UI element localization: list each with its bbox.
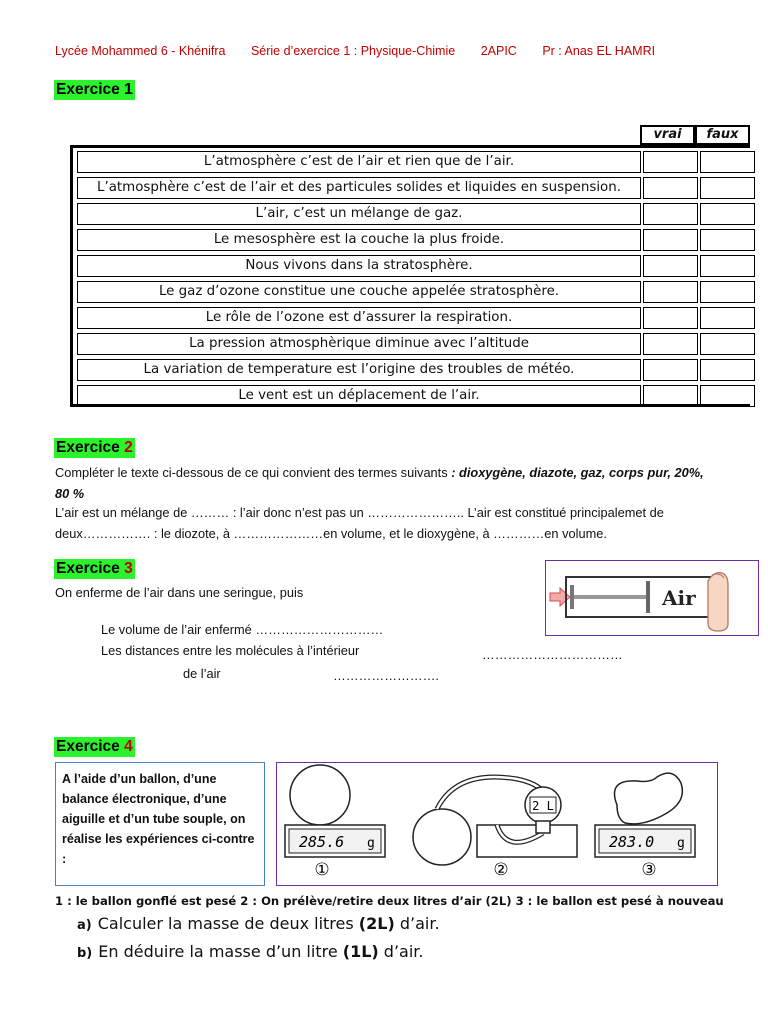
balloon-experiment-figure bbox=[276, 762, 718, 886]
distance-question-dots: ……………………. bbox=[333, 668, 439, 683]
exercise-4-word: Exercice bbox=[56, 738, 120, 755]
true-answer-cell[interactable] bbox=[643, 151, 698, 173]
true-answer-cell[interactable] bbox=[643, 203, 698, 225]
exercise-4-number: 4 bbox=[124, 738, 133, 755]
question-b-label: b) bbox=[77, 946, 93, 961]
question-a-label: a) bbox=[77, 918, 92, 933]
false-answer-cell[interactable] bbox=[700, 281, 755, 303]
volume-question: Le volume de l’air enfermé ………………………… bbox=[101, 622, 384, 637]
true-column-header: vrai bbox=[640, 125, 695, 145]
page-header bbox=[55, 44, 677, 58]
experiment-illustration bbox=[277, 763, 716, 884]
question-b bbox=[77, 942, 423, 961]
experiment-description: A l’aide d’un ballon, d’une balance électronique, d’une aiguille et d’un tube souple, on réalise les expériences ci-contre : bbox=[55, 762, 265, 886]
deflated-balloon-icon bbox=[615, 773, 683, 824]
statement-row bbox=[77, 333, 755, 355]
exercise-2-word: Exercice bbox=[56, 439, 120, 456]
scale-1-reading: 285.6 bbox=[299, 833, 345, 851]
fill-line-1: L’air est un mélange de ……… : l’air donc n’est pas un ………………….. L’air est constitué principalemet de bbox=[55, 505, 664, 520]
true-answer-cell[interactable] bbox=[643, 229, 698, 251]
air-label: Air bbox=[662, 586, 696, 610]
statement-row bbox=[77, 203, 755, 225]
statement-row bbox=[77, 307, 755, 329]
false-answer-cell[interactable] bbox=[700, 151, 755, 173]
exercise-2-number: 2 bbox=[124, 439, 133, 456]
balloon-2-icon bbox=[413, 809, 471, 865]
finger-icon bbox=[708, 573, 728, 631]
false-answer-cell[interactable] bbox=[700, 203, 755, 225]
statement-row bbox=[77, 359, 755, 381]
step-1-marker: ① bbox=[314, 860, 330, 880]
statement-text: L’air, c’est un mélange de gaz. bbox=[77, 203, 641, 225]
scale-3-reading: 283.0 bbox=[609, 833, 655, 851]
true-answer-cell[interactable] bbox=[643, 255, 698, 277]
statement-text: Le mesosphère est la couche la plus froide. bbox=[77, 229, 641, 251]
true-false-table bbox=[70, 145, 750, 407]
true-answer-cell[interactable] bbox=[643, 177, 698, 199]
distance-answer-dots: …………………………… bbox=[482, 647, 623, 662]
question-a bbox=[77, 914, 440, 933]
statement-text: L’atmosphère c’est de l’air et rien que de l’air. bbox=[77, 151, 641, 173]
flask-label: 2 L bbox=[532, 799, 554, 813]
true-answer-cell[interactable] bbox=[643, 359, 698, 381]
exercise-3-number: 3 bbox=[124, 560, 133, 577]
statement-row bbox=[77, 177, 755, 199]
false-answer-cell[interactable] bbox=[700, 229, 755, 251]
experiment-caption: 1 : le ballon gonflé est pesé 2 : On prélève/retire deux litres d’air (2L) 3 : le ballon est pesé à nouveau bbox=[55, 894, 724, 908]
exercise-3-word: Exercice bbox=[56, 560, 120, 577]
statement-text: Le vent est un déplacement de l’air. bbox=[77, 385, 641, 407]
false-answer-cell[interactable] bbox=[700, 177, 755, 199]
plunger-handle bbox=[570, 585, 574, 609]
exercise-3-intro: On enferme de l’air dans une seringue, puis bbox=[55, 585, 304, 600]
true-answer-cell[interactable] bbox=[643, 385, 698, 407]
question-a-volume: (2L) bbox=[358, 914, 395, 933]
false-column-header: faux bbox=[695, 125, 750, 145]
statement-row bbox=[77, 385, 755, 407]
statement-row bbox=[77, 151, 755, 173]
scale-3-unit: g bbox=[677, 836, 685, 851]
class-level: 2APIC bbox=[480, 44, 517, 58]
plunger-piston bbox=[646, 581, 650, 613]
statement-row bbox=[77, 255, 755, 277]
false-answer-cell[interactable] bbox=[700, 385, 755, 407]
series-title: Série d’exercice 1 : Physique-Chimie bbox=[250, 44, 456, 58]
statement-row bbox=[77, 229, 755, 251]
false-answer-cell[interactable] bbox=[700, 333, 755, 355]
syringe-figure bbox=[545, 560, 759, 636]
true-false-header bbox=[640, 125, 750, 145]
scale-1-unit: g bbox=[367, 836, 375, 851]
exercise-3-title bbox=[54, 559, 135, 579]
syringe-illustration bbox=[546, 561, 757, 634]
question-a-text: Calculer la masse de deux litres bbox=[97, 914, 359, 933]
exercise-2-instruction bbox=[55, 462, 715, 504]
terms-list: : dioxygène, diazote, gaz, corps pur, 20%, 80 % bbox=[55, 465, 704, 501]
school-name: Lycée Mohammed 6 - Khénifra bbox=[55, 44, 226, 58]
statement-text: L’atmosphère c’est de l’air et des particules solides et liquides en suspension. bbox=[77, 177, 641, 199]
false-answer-cell[interactable] bbox=[700, 307, 755, 329]
exercise-4-title bbox=[54, 737, 135, 757]
step-2-marker: ② bbox=[493, 860, 509, 880]
false-answer-cell[interactable] bbox=[700, 255, 755, 277]
step-3-marker: ③ bbox=[641, 860, 657, 880]
true-answer-cell[interactable] bbox=[643, 281, 698, 303]
false-answer-cell[interactable] bbox=[700, 359, 755, 381]
exercise-1-title: Exercice 1 bbox=[56, 81, 133, 98]
inflated-balloon-icon bbox=[290, 765, 350, 825]
instruction-text: Compléter le texte ci-dessous de ce qui convient des termes suivants bbox=[55, 465, 452, 480]
statement-text: Le rôle de l’ozone est d’assurer la respiration. bbox=[77, 307, 641, 329]
question-b-volume: (1L) bbox=[342, 942, 379, 961]
question-b-text: En déduire la masse d’un litre bbox=[98, 942, 343, 961]
distance-question-end: de l’air bbox=[183, 666, 221, 681]
teacher-name: Pr : Anas EL HAMRI bbox=[542, 44, 656, 58]
statement-text: La pression atmosphèrique diminue avec l’altitude bbox=[77, 333, 641, 355]
statement-text: La variation de temperature est l’origine des troubles de météo. bbox=[77, 359, 641, 381]
true-answer-cell[interactable] bbox=[643, 307, 698, 329]
true-answer-cell[interactable] bbox=[643, 333, 698, 355]
statement-row bbox=[77, 281, 755, 303]
distance-question: Les distances entre les molécules à l’intérieur bbox=[101, 643, 360, 658]
question-a-end: d’air. bbox=[394, 914, 440, 933]
plunger-rod bbox=[574, 595, 646, 599]
question-b-end: d’air. bbox=[378, 942, 424, 961]
statement-text: Nous vivons dans la stratosphère. bbox=[77, 255, 641, 277]
statement-text: Le gaz d’ozone constitue une couche appelée stratosphère. bbox=[77, 281, 641, 303]
exercise-2-title bbox=[54, 438, 135, 458]
fill-line-2: deux……………. : le diozote, à …………………en volume, et le dioxygène, à …………en volume. bbox=[55, 526, 607, 541]
